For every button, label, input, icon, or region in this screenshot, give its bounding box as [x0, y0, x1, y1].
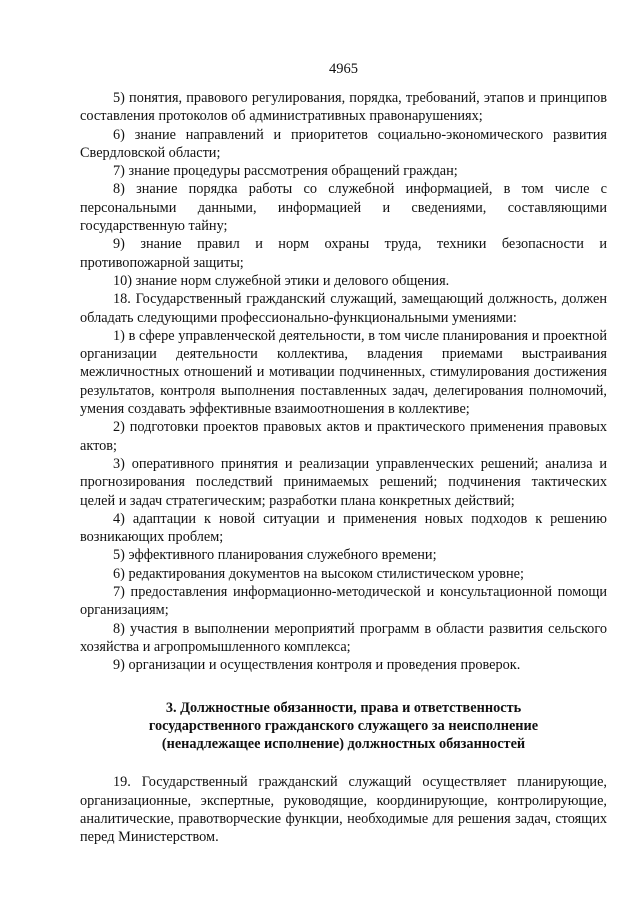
- paragraph-skill-5-planning: 5) эффективного планирования служебного времени;: [113, 547, 437, 564]
- paragraph-skill-1-management: 1) в сфере управленческой деятельности, в том числе планирования и проектной организации деятельности коллектива, владения приемами выстраивания межличностных отношений и мотивации подчиненных, стимулирования достижения результатов, контроля выполнения поставленных задач, делегирования полномочий, умения создавать эффективные взаимоотношения в коллективе;: [80, 327, 607, 418]
- paragraph-skill-6-editing: 6) редактирования документов на высоком стилистическом уровне;: [113, 565, 524, 582]
- paragraph-clause-18: 18. Государственный гражданский служащий, замещающий должность, должен обладать следующими профессионально-функциональными умениями:: [80, 291, 607, 326]
- paragraph-skill-9-control: 9) организации и осуществления контроля и проведения проверок.: [113, 657, 521, 674]
- section-heading: [80, 699, 607, 754]
- paragraph-skill-7-assistance: 7) предоставления информационно-методической и консультационной помощи организациям;: [80, 584, 607, 619]
- paragraph-skill-3-decisions: 3) оперативного принятия и реализации управленческих решений; анализа и прогнозирования последствий принимаемых решений; подчинения тактических целей и задач стратегическим; разработки плана конкретных действий;: [80, 455, 607, 509]
- paragraph-item-8-service-info: 8) знание порядка работы со служебной информацией, в том числе с персональными данными, информацией и сведениями, составляющими государственную тайну;: [80, 181, 607, 235]
- paragraph-skill-2-legal-acts: 2) подготовки проектов правовых актов и практического применения правовых актов;: [80, 419, 607, 454]
- paragraph-item-5-concepts: 5) понятия, правового регулирования, порядка, требований, этапов и принципов составления протоколов об административных правонарушениях;: [80, 90, 607, 125]
- paragraph-item-7-appeals: 7) знание процедуры рассмотрения обращений граждан;: [113, 163, 458, 180]
- section-heading-line-3: (ненадлежащее исполнение) должностных обязанностей: [161, 736, 526, 753]
- paragraph-item-9-safety: 9) знание правил и норм охраны труда, техники безопасности и противопожарной защиты;: [80, 236, 607, 271]
- paragraph-item-10-ethics: 10) знание норм служебной этики и делового общения.: [113, 272, 450, 289]
- paragraph-skill-8-programs: 8) участия в выполнении мероприятий программ в области развития сельского хозяйства и агропромышленного комплекса;: [80, 620, 607, 655]
- page-number: 4965: [329, 61, 358, 77]
- paragraph-clause-19: 19. Государственный гражданский служащий осуществляет планирующие, организационные, экспертные, руководящие, координирующие, контролирующие, аналитические, правотворческие функции, необходимые для решения задач, стоящих перед Министерством.: [80, 774, 607, 846]
- paragraph-item-6-directions: 6) знание направлений и приоритетов социально-экономического развития Свердловской области;: [80, 126, 607, 161]
- section-heading-line-1: 3. Должностные обязанности, права и ответственность: [165, 699, 522, 716]
- section-heading-line-2: государственного гражданского служащего за неисполнение: [148, 717, 539, 734]
- document-body: [80, 89, 607, 847]
- paragraph-skill-4-adaptation: 4) адаптации к новой ситуации и применения новых подходов к решению возникающих проблем;: [80, 510, 607, 546]
